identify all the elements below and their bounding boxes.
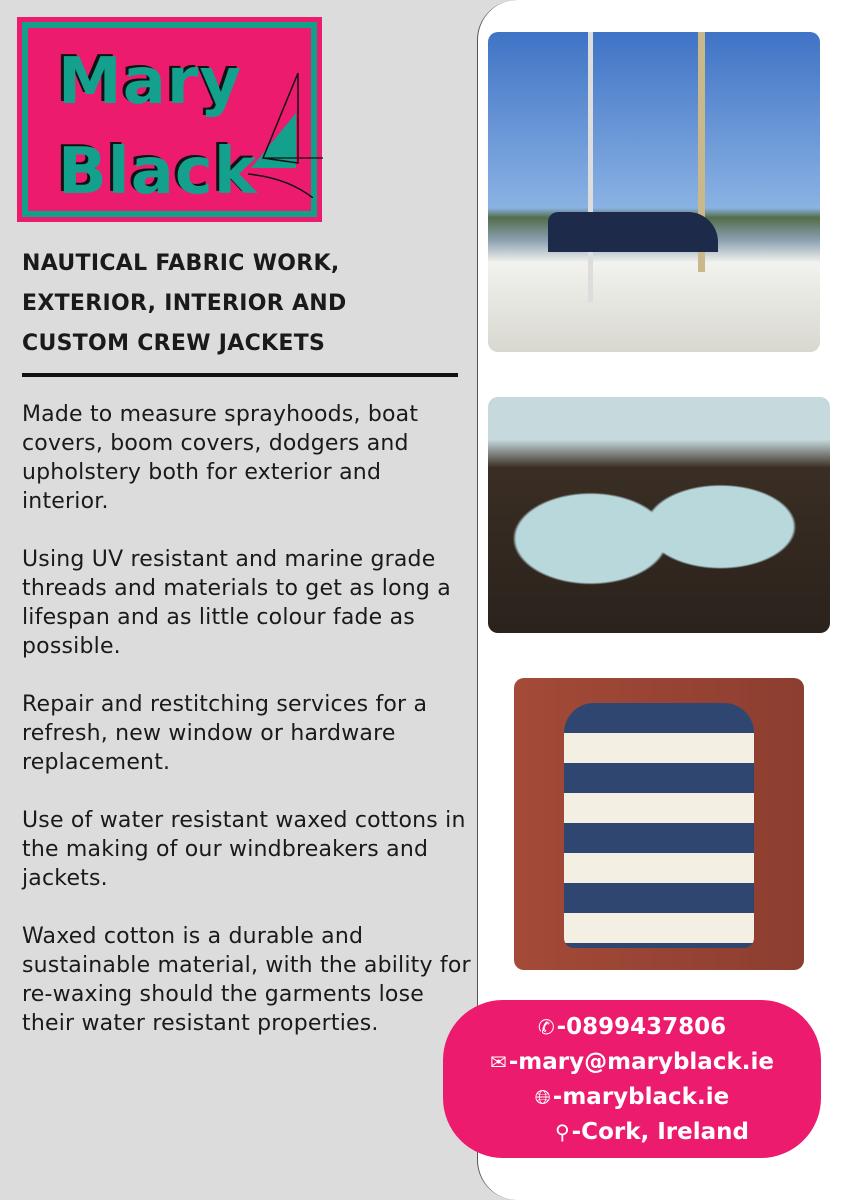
heading-line: EXTERIOR, INTERIOR AND — [22, 291, 347, 316]
phone-number[interactable]: -0899437806 — [556, 1014, 727, 1040]
phone-icon: ✆ — [537, 1015, 555, 1039]
divider — [22, 373, 458, 377]
logo-line2: Black — [58, 135, 258, 209]
paragraph: Waxed cotton is a durable and sustainable material, with the ability for re-waxing should the garments lose their water resistant properties. — [22, 924, 471, 1036]
boat-seats-photo — [488, 397, 830, 633]
paragraph: Using UV resistant and marine grade threads and materials to get as long a lifespan and as little colour fade as possible. — [22, 547, 451, 659]
paragraph: Repair and restitching services for a refresh, new window or hardware replacement. — [22, 692, 428, 775]
website-link[interactable]: -maryblack.ie — [552, 1084, 730, 1110]
heading-line: NAUTICAL FABRIC WORK, — [22, 251, 340, 276]
email-address[interactable]: -mary@maryblack.ie — [508, 1049, 774, 1075]
email-icon: ✉ — [490, 1050, 507, 1074]
description — [22, 400, 472, 1067]
sailboat-photo — [488, 32, 820, 352]
globe-icon: 🌐︎ — [534, 1085, 551, 1109]
logo-line1: Mary — [58, 45, 243, 119]
location-pin-icon: ⚲ — [554, 1120, 570, 1144]
mary-black-logo — [17, 17, 322, 222]
sail-icon — [243, 68, 323, 198]
paragraph: Use of water resistant waxed cottons in the making of our windbreakers and jackets. — [22, 808, 466, 891]
page-heading — [22, 244, 347, 364]
heading-line: CUSTOM CREW JACKETS — [22, 331, 326, 356]
crew-jacket-photo — [514, 678, 804, 970]
paragraph: Made to measure sprayhoods, boat covers, boom covers, dodgers and upholstery both for exterior and interior. — [22, 402, 419, 514]
location: -Cork, Ireland — [571, 1119, 749, 1145]
contact-box — [443, 1000, 821, 1158]
